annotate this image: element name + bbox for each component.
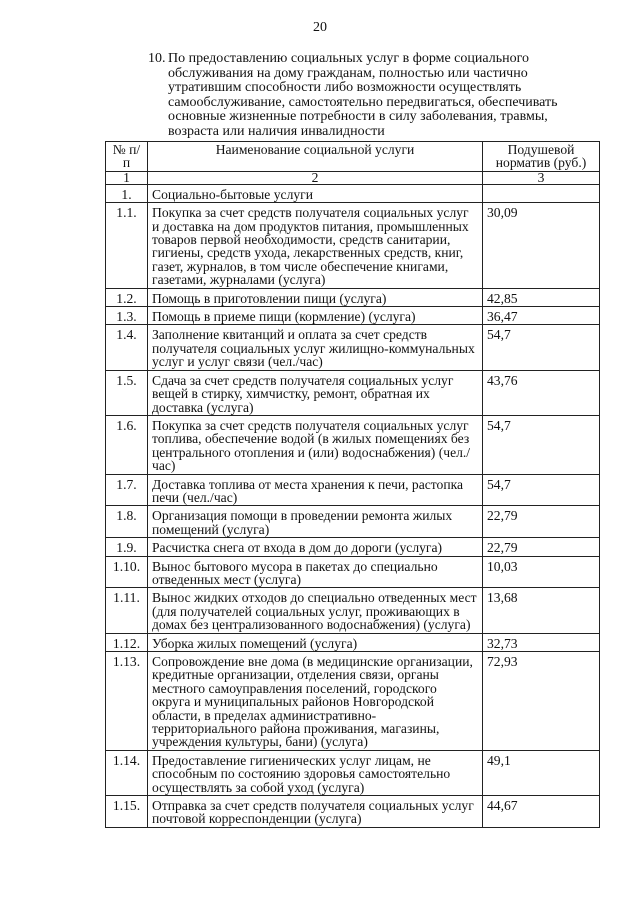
service-name: Помощь в приготовлении пищи (услуга) — [148, 288, 483, 306]
service-name: Отправка за счет средств получателя социальных услуг почтовой корреспонденции (услуга) — [148, 796, 483, 828]
row-number: 1.1. — [106, 203, 148, 288]
header-number: № п/п — [106, 142, 148, 172]
service-name: Предоставление гигиенических услуг лицам, не способным по состоянию здоровья самостоятельно осуществлять за собой уход (услуга) — [148, 750, 483, 795]
table-row — [106, 325, 600, 370]
row-number: 1.14. — [106, 750, 148, 795]
column-number: 3 — [483, 171, 600, 184]
service-name: Вынос жидких отходов до специально отведенных мест (для получателей социальных услуг, проживающих в домах без централизованного водоснабжения) (услуга) — [148, 588, 483, 633]
row-number: 1.3. — [106, 307, 148, 325]
row-number: 1.13. — [106, 652, 148, 751]
table-row — [106, 307, 600, 325]
service-price: 22,79 — [483, 506, 600, 538]
column-number: 2 — [148, 171, 483, 184]
page-number: 20 — [313, 20, 327, 35]
row-number: 1.7. — [106, 474, 148, 506]
service-price: 36,47 — [483, 307, 600, 325]
service-price — [483, 184, 600, 202]
service-price: 42,85 — [483, 288, 600, 306]
table-row — [106, 538, 600, 556]
row-number: 1.8. — [106, 506, 148, 538]
service-price: 30,09 — [483, 203, 600, 288]
row-number: 1.5. — [106, 370, 148, 415]
row-number: 1.15. — [106, 796, 148, 828]
service-name: Заполнение квитанций и оплата за счет средств получателя социальных услуг жилищно-коммунальных услуг и услуг связи (чел./час) — [148, 325, 483, 370]
row-number: 1.11. — [106, 588, 148, 633]
table-row — [106, 288, 600, 306]
table-row — [106, 506, 600, 538]
service-price: 43,76 — [483, 370, 600, 415]
service-name: Расчистка снега от входа в дом до дороги (услуга) — [148, 538, 483, 556]
row-number: 1. — [106, 184, 148, 202]
table-row — [106, 474, 600, 506]
service-name: Покупка за счет средств получателя социальных услуг топлива, обеспечение водой (в жилых помещениях без центрального отопления и (или) водоснабжения) (чел./час) — [148, 415, 483, 474]
service-price: 72,93 — [483, 652, 600, 751]
table-row — [106, 633, 600, 651]
table-row — [106, 796, 600, 828]
table-row — [106, 588, 600, 633]
service-name: Помощь в приеме пищи (кормление) (услуга) — [148, 307, 483, 325]
service-price: 32,73 — [483, 633, 600, 651]
table-row — [106, 184, 600, 202]
table-row — [106, 750, 600, 795]
service-name: Покупка за счет средств получателя социальных услуг и доставка на дом продуктов питания, промышленных товаров первой необходимости, средств санитарии, гигиены, средств ухода, лекарственных средств, книг, газет, журналов, в том числе обеспечение книгами, газетами, журналами (услуга) — [148, 203, 483, 288]
row-number: 1.9. — [106, 538, 148, 556]
service-price: 44,67 — [483, 796, 600, 828]
table-header-row — [106, 142, 600, 172]
table-row — [106, 203, 600, 288]
service-price: 54,7 — [483, 474, 600, 506]
table-row — [106, 415, 600, 474]
header-service-name: Наименование социальной услуги — [148, 142, 483, 172]
service-price: 13,68 — [483, 588, 600, 633]
row-number: 1.6. — [106, 415, 148, 474]
row-number: 1.12. — [106, 633, 148, 651]
header-norm: Подушевой норматив (руб.) — [483, 142, 600, 172]
section-title: По предоставлению социальных услуг в форме социального обслуживания на дому гражданам, полностью или частично утратившим способности либо возможности осуществлять самообслуживание, самостоятельно передвигаться, обеспечивать основные жизненные потребности в силу заболевания, травмы, возраста или наличия инвалидности — [168, 51, 558, 139]
table-row — [106, 652, 600, 751]
service-name: Сдача за счет средств получателя социальных услуг вещей в стирку, химчистку, ремонт, обратная их доставка (услуга) — [148, 370, 483, 415]
service-price: 54,7 — [483, 415, 600, 474]
service-name: Вынос бытового мусора в пакетах до специально отведенных мест (услуга) — [148, 556, 483, 588]
service-name: Организация помощи в проведении ремонта жилых помещений (услуга) — [148, 506, 483, 538]
service-name: Уборка жилых помещений (услуга) — [148, 633, 483, 651]
row-number: 1.10. — [106, 556, 148, 588]
section-heading — [148, 52, 588, 140]
section-number: 10. — [148, 51, 166, 66]
column-number: 1 — [106, 171, 148, 184]
service-name: Доставка топлива от места хранения к печи, растопка печи (чел./час) — [148, 474, 483, 506]
service-name: Социально-бытовые услуги — [148, 184, 483, 202]
column-numbers-row — [106, 171, 600, 184]
service-price: 54,7 — [483, 325, 600, 370]
service-price: 49,1 — [483, 750, 600, 795]
services-table — [105, 141, 600, 828]
service-price: 10,03 — [483, 556, 600, 588]
table-row — [106, 370, 600, 415]
table-row — [106, 556, 600, 588]
row-number: 1.2. — [106, 288, 148, 306]
service-price: 22,79 — [483, 538, 600, 556]
row-number: 1.4. — [106, 325, 148, 370]
service-name: Сопровождение вне дома (в медицинские организации, кредитные организации, отделения связи, органы местного самоуправления поселений, городского округа и муниципальных районов Новгородской области, в пределах административно-территориального района проживания, магазины, учреждения культуры, бани) (услуга) — [148, 652, 483, 751]
